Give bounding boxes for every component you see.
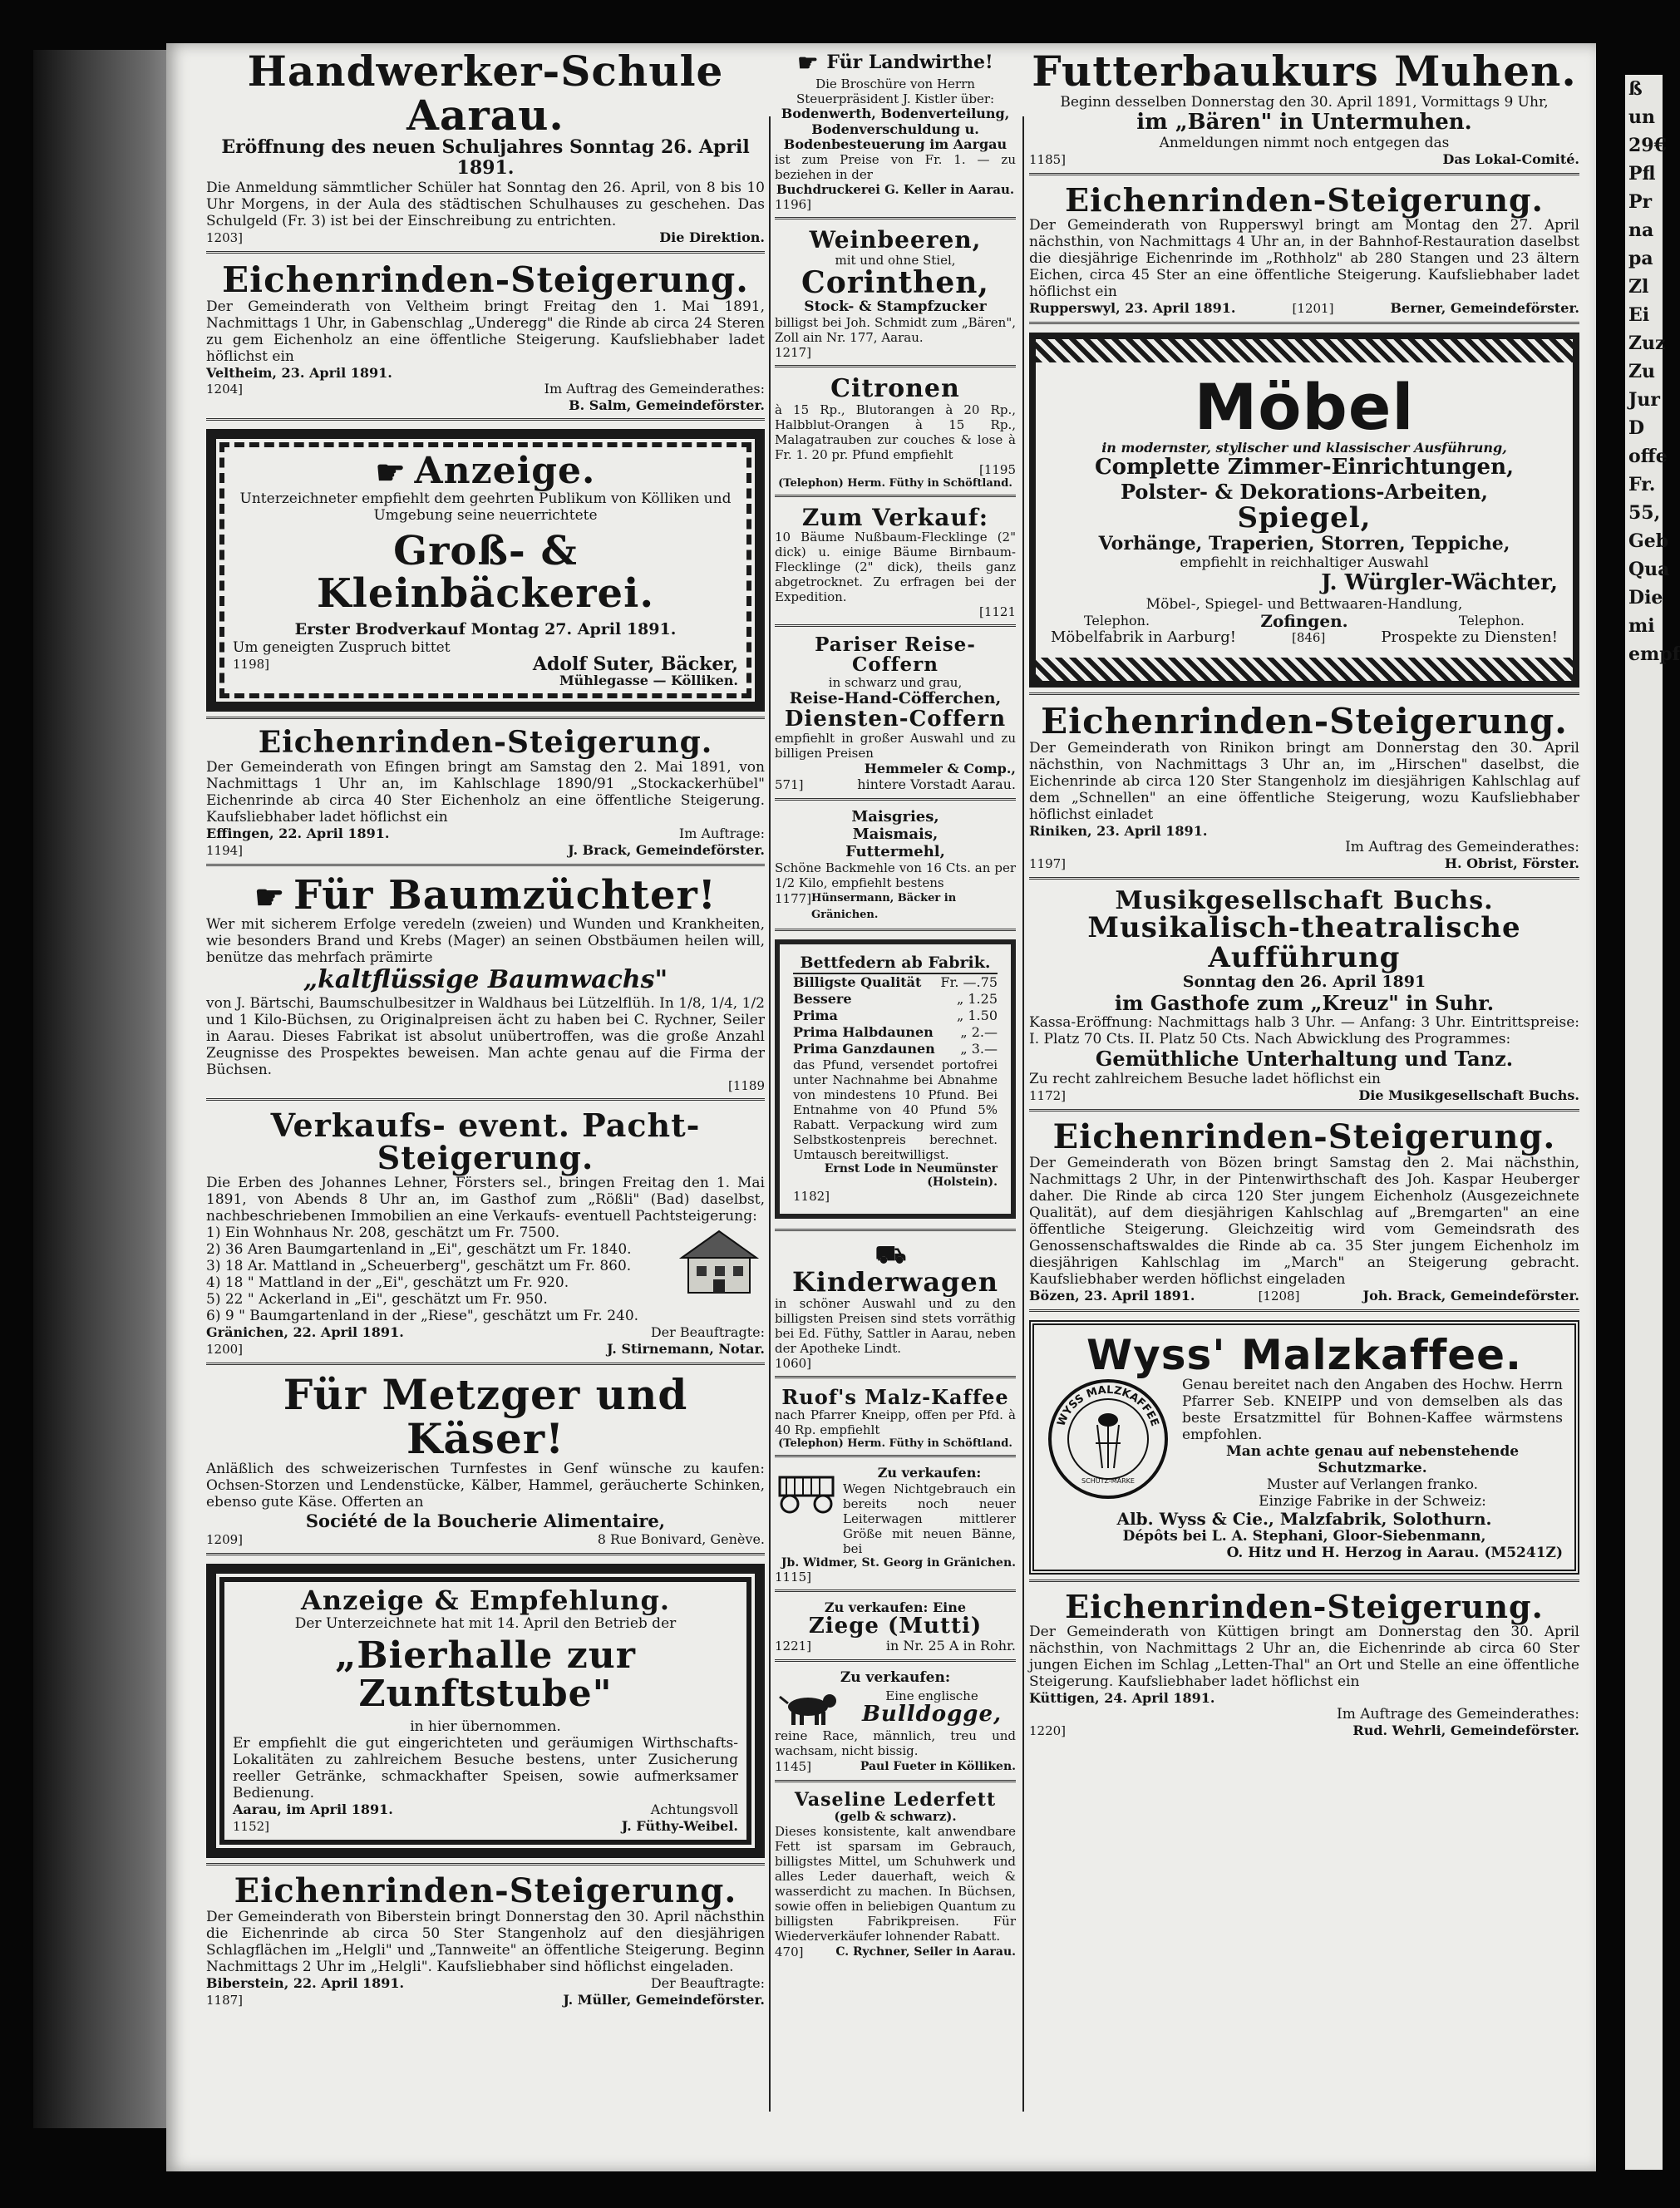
- ad-body: nach Pfarrer Kneipp, offen per Pfd. à 40 Rp. empfiehlt: [775, 1407, 1016, 1438]
- ad-item: Maisgries,: [851, 808, 939, 826]
- ad-bierhalle: [206, 1564, 765, 1865]
- ad-ref: 1196]: [775, 197, 812, 213]
- decorative-frame: [206, 1564, 765, 1858]
- ad-metzger-kaeser: [206, 1370, 765, 1555]
- strip-text: D: [1628, 417, 1645, 439]
- ad-subline: in schwarz und grau,: [828, 675, 963, 691]
- decorative-frame: [206, 429, 765, 712]
- ad-title: Eichenrinden-Steigerung.: [1065, 1588, 1544, 1626]
- ad-futterbaukurs: [1029, 47, 1579, 175]
- ad-signature: Das Lokal-Comité.: [1442, 151, 1579, 168]
- ad-request: Um geneigten Zuspruch bittet: [233, 638, 451, 656]
- pointing-hand-icon: ☛: [375, 453, 406, 493]
- strip-text: pa: [1628, 248, 1653, 269]
- ad-reise-coffern: [775, 635, 1016, 801]
- property-list: [206, 1225, 673, 1324]
- ad-headline: „Bierhalle zur Zunftstube": [335, 1634, 636, 1716]
- ad-signature: (Telephon) Herm. Füthy in Schöftland.: [778, 1437, 1012, 1451]
- table-cell: Bessere: [793, 991, 852, 1008]
- ad-body: Der Gemeinderath von Rupperswyl bringt am Montag den 27. April nächsthin, von Nachmittags 4 Uhr an, in der Bahnhof-Restauration daselbst die diesjährige Eichenrinde im „Rothholz" ab 280 Stangen und 23 ältern Eichen, circa 45 Ster an eine öffentliche Steigerung. Kaufsliebhaber ladet höflichst ein: [1029, 217, 1579, 301]
- ad-vaseline: [775, 1788, 1016, 1965]
- ad-body-2: Muster auf Verlangen franko.: [1266, 1476, 1479, 1494]
- ad-item: Maismais,: [852, 826, 939, 844]
- ad-signature: J. Brack, Gemeindeförster.: [568, 841, 765, 858]
- ad-subline: in hier übernommen.: [410, 1718, 561, 1736]
- ad-notice: Man achte genau auf nebenstehende Schutzmarke.: [1225, 1443, 1520, 1477]
- ad-title: Eichenrinden-Steigerung.: [258, 724, 713, 760]
- ad-line: Der Beauftragte:: [650, 1975, 765, 1992]
- ad-title: Kinderwagen: [791, 1265, 999, 1298]
- column-middle: [775, 50, 1016, 1974]
- dog-illustration: [775, 1687, 841, 1728]
- ad-title: Musikalisch-theatralische Aufführung: [1087, 911, 1521, 975]
- ad-eichenrinden-veltheim: [206, 259, 765, 421]
- ad-signature: Société de la Boucherie Alimentaire,: [305, 1511, 666, 1532]
- ad-body: à 15 Rp., Blutorangen à 20 Rp., Halbblut-Orangen à 15 Rp., Malagatrauben zur couches & lose à Fr. 1. 20 pr. Pfund empfiehlt: [775, 402, 1016, 462]
- ad-malz-kaffee-ruof: [775, 1387, 1016, 1457]
- ad-subline-2: Stock- & Stampfzucker: [804, 298, 987, 315]
- ad-headline: Diensten-Coffern: [784, 707, 1007, 732]
- ad-ref: 1198]: [233, 656, 270, 672]
- ad-pacht-steigerung: [206, 1106, 765, 1366]
- ad-signature: Adolf Suter, Bäcker,: [532, 653, 738, 675]
- strip-text: Zuz: [1628, 333, 1666, 354]
- ad-title: Weinbeeren,: [809, 226, 982, 254]
- table-cell: Prima Halbdaunen: [793, 1024, 934, 1041]
- ad-subheadline: Gemüthliche Unterhaltung und Tanz.: [1095, 1047, 1514, 1072]
- ad-leiterwagen: [775, 1466, 1016, 1591]
- ad-title: Eichenrinden-Steigerung.: [1065, 181, 1544, 219]
- ad-place-date: Aarau, im April 1891.: [233, 1801, 393, 1818]
- ad-signature: J. Würgler-Wächter,: [1321, 569, 1558, 595]
- ad-date-line: Erster Brodverkauf Montag 27. April 1891.: [294, 619, 677, 638]
- ad-moebel: [1029, 333, 1579, 695]
- ad-eichenrinden-boezen: [1029, 1116, 1579, 1312]
- ad-title: Verkaufs- event. Pacht-Steigerung.: [270, 1106, 701, 1177]
- ad-title: Eichenrinden-Steigerung.: [222, 259, 749, 300]
- strip-text: Ei: [1628, 304, 1650, 326]
- ad-title: Eichenrinden-Steigerung.: [1052, 1116, 1556, 1156]
- ad-signature: Hemmeler & Comp.,: [864, 761, 1016, 777]
- column-left: [206, 47, 765, 2022]
- ad-body: in schöner Auswahl und zu den billigsten Preisen sind stets vorräthig bei Ed. Füthy, Sattler in Aarau, neben der Apotheke Lindt.: [775, 1296, 1016, 1357]
- ad-signature: (Telephon) Herm. Füthy in Schöftland.: [778, 476, 1012, 490]
- table-cell: Billigste Qualität: [793, 974, 922, 991]
- ad-title: Für Baumzüchter!: [293, 871, 717, 919]
- strip-text: un: [1628, 106, 1655, 128]
- ad-zum-verkauf: [775, 505, 1016, 627]
- ad-ref: 1060]: [775, 1356, 812, 1372]
- ad-signature: Berner, Gemeindeförster.: [1390, 300, 1579, 317]
- ad-ref: 1185]: [1029, 152, 1067, 168]
- ad-baumzuechter: [206, 871, 765, 1101]
- ad-org: Musikgesellschaft Buchs.: [1115, 885, 1494, 915]
- ad-signature: Rud. Wehrli, Gemeindeförster.: [1352, 1723, 1579, 1739]
- ad-bettfedern: [775, 939, 1016, 1231]
- ad-title: Anzeige.: [414, 449, 596, 492]
- ad-body: Beginn desselben Donnerstag den 30. April 1891, Vormittags 9 Uhr,: [1060, 93, 1549, 111]
- ad-body: Die Erben des Johannes Lehner, Försters sel., bringen Freitag den 1. Mai 1891, von Abends 8 Uhr an, im Gasthof zum „Rößli" (Bad) daselbst, nachbeschriebenen Immobilien an eine Verkaufs- eventuell Pachtsteigerung:: [206, 1175, 765, 1225]
- ad-address: hintere Vorstadt Aarau.: [857, 776, 1016, 793]
- ad-signature: Die Musikgesellschaft Buchs.: [1358, 1087, 1579, 1103]
- ad-line: Complette Zimmer-Einrichtungen,: [1094, 455, 1515, 481]
- ad-title: Pariser Reise-Coffern: [815, 633, 976, 677]
- seal-text: WYSS MALZKAFFEE: [1055, 1384, 1161, 1429]
- table-row: [793, 1041, 998, 1057]
- table-row: [793, 1008, 998, 1024]
- ad-ref: 1220]: [1029, 1723, 1067, 1739]
- ad-body: Genau bereitet nach den Angaben des Hochw. Herrn Pfarrer Seb. KNEIPP und von demselben als das beste Ersatzmittel für Bohnen-Kaffee wärmstens empfohlen.: [1182, 1377, 1563, 1444]
- ad-signature: H. Obrist, Förster.: [1444, 855, 1579, 871]
- ad-body: Der Unterzeichnete hat mit 14. April den Betrieb der: [294, 1614, 677, 1632]
- ad-ref: 1194]: [206, 842, 244, 858]
- ad-kinderwagen: [775, 1240, 1016, 1378]
- strip-text: 29€: [1628, 135, 1667, 156]
- ad-item: Reise-Hand-Cöfferchen,: [789, 689, 1002, 708]
- ad-body: Die Broschüre von Herrn Steuerpräsident J. Kistler über:: [796, 76, 995, 107]
- strip-text: Fr.: [1628, 474, 1656, 495]
- ad-body-2: Er empfiehlt die gut eingerichteten und geräumigen Wirthschafts-Lokalitäten zu zahlreichem Besuche bestens, unter Zusicherung reeller Getränke, schmackhafter Speisen, sowie aufmerksamer Bedienung.: [233, 1735, 738, 1802]
- list-item: 2) 36 Aren Baumgartenland in „Ei", geschätzt um Fr. 1840.: [206, 1241, 632, 1259]
- ad-headline: Corinthen,: [801, 264, 989, 300]
- ad-ref: 1177]: [775, 891, 812, 907]
- ad-bulldogge: [775, 1670, 1016, 1782]
- ad-address: Mühlegasse — Kölliken.: [559, 672, 738, 688]
- ad-line: Der Beauftragte:: [650, 1324, 765, 1341]
- ad-backmehle: [775, 809, 1016, 931]
- column-right: [1029, 47, 1579, 1752]
- ad-ref: 1187]: [206, 1993, 244, 2008]
- ad-signature: J. Stirnemann, Notar.: [606, 1341, 765, 1358]
- table-cell: Prima Ganzdaunen: [793, 1041, 935, 1057]
- ad-weinbeeren: [775, 228, 1016, 367]
- ad-subline: in modernster, stylischer und klassischer Ausführung,: [1101, 440, 1507, 456]
- ad-body: Dieses konsistente, kalt anwendbare Fett ist sparsam im Gebrauch, billigstes Mittel, um Schuhwerk und alles Leder dauerhaft, weich & wasserdicht zu machen. In Büchsen, sowie offen in beliebigen Quantum zu billigsten Fabrikpreisen. Für Wiederverkäufer lohnender Rabatt.: [775, 1824, 1016, 1944]
- ad-item: Futtermehl,: [845, 842, 945, 860]
- ad-ref: 1197]: [1029, 855, 1067, 871]
- strip-text: Geb: [1628, 530, 1669, 552]
- table-cell: „ 1.50: [957, 1008, 998, 1024]
- ad-signature: Hünsermann, Bäcker in Gränichen.: [811, 892, 957, 922]
- list-item: 6) 9 " Baumgartenland in der „Riese", geschätzt um Fr. 240.: [206, 1308, 639, 1325]
- ornamental-border: [1036, 658, 1573, 681]
- ad-body-2: ist zum Preise von Fr. 1. — zu beziehen in der: [775, 152, 1016, 183]
- ad-headline: im „Bären" in Untermuhen.: [1136, 109, 1472, 135]
- column-rule: [769, 116, 771, 2112]
- ad-title: Zu verkaufen:: [877, 1465, 982, 1481]
- list-item: 5) 22 " Ackerland in „Ei", geschätzt um Fr. 950.: [206, 1291, 548, 1309]
- ad-signature: Die Direktion.: [659, 229, 765, 245]
- ad-signature: Joh. Brack, Gemeindeförster.: [1362, 1287, 1579, 1304]
- ad-signature: B. Salm, Gemeindeförster.: [569, 397, 765, 413]
- strip-text: ß: [1628, 78, 1643, 100]
- ad-citronen: [775, 376, 1016, 497]
- bordered-box: [775, 939, 1016, 1219]
- ad-line: Vorhänge, Traperien, Storren, Teppiche,: [1098, 532, 1510, 554]
- ad-ref: 1203]: [206, 229, 244, 245]
- ad-line: Im Auftrage des Gemeinderathes:: [1337, 1706, 1579, 1723]
- ad-title: Zum Verkauf:: [801, 503, 989, 531]
- ad-address: 8 Rue Bonivard, Genève.: [597, 1531, 765, 1548]
- ad-eichenrinden-kuettigen: [1029, 1590, 1579, 1744]
- ad-body-2: von J. Bärtschi, Baumschulbesitzer in Waldhaus bei Lützelflüh. In 1/8, 1/4, 1/2 und 1 Kilo-Büchsen, zu Originalpreisen ächt zu haben bei C. Rychner, Seiler in Aarau. Dieses Fabrikat ist absolut unübertroffen, was die große Anzahl Zeugnisse des Prospektes beweisen. Man achte genau auf die Firma der Büchsen.: [206, 994, 765, 1078]
- ad-body: Anläßlich des schweizerischen Turnfestes in Genf wünsche zu kaufen: Ochsen-Storzen und Lendenstücke, Kälber, Hammel, geräucherte Schinken, ebenso gute Käse. Offerten an: [206, 1461, 765, 1511]
- table-cell: „ 1.25: [957, 991, 998, 1008]
- ad-signature: Jb. Widmer, St. Georg in Gränichen.: [781, 1555, 1016, 1570]
- ad-place-date: Veltheim, 23. April 1891.: [206, 364, 392, 381]
- ad-body: Der Gemeinderath von Veltheim bringt Freitag den 1. Mai 1891, Nachmittags 1 Uhr, in Gabenschlag „Underegg" die Rinde ab circa 24 Steren zu gem Eichenholz an eine öffentliche Steigerung. Kaufsliebhaber ladet höflichst ein: [206, 298, 765, 365]
- list-item: 3) 18 Ar. Mattland in „Scheuerberg", geschätzt um Fr. 860.: [206, 1258, 632, 1275]
- ad-place-date: Riniken, 23. April 1891.: [1029, 822, 1208, 839]
- ad-title: Bettfedern ab Fabrik.: [793, 954, 998, 974]
- ad-signature: J. Füthy-Weibel.: [621, 1818, 738, 1835]
- ad-baeckerei: [206, 429, 765, 719]
- ad-body: Kassa-Eröffnung: Nachmittags halb 3 Uhr. — Anfang: 3 Uhr. Eintrittspreise: I. Platz 70 Cts. II. Platz 50 Cts. Nach Abwicklung des Programmes:: [1029, 1014, 1579, 1048]
- ad-headline: Bulldogge,: [861, 1702, 1003, 1727]
- strip-text: mi: [1628, 615, 1655, 637]
- ad-body: Der Gemeinderath von Efingen bringt am Samstag den 2. Mai 1891, von Nachmittags 1 Uhr an, im Kahlschlage 1890/91 „Stockackerhübel" Eichenrinde ab circa 40 Ster Eichenholz an eine öffentliche Steigerung. Kaufsliebhaber ladet höflichst ein: [206, 758, 765, 826]
- ad-ref: 1182]: [793, 1189, 830, 1205]
- ad-headline: „kaltflüssige Baumwachs": [303, 965, 668, 994]
- ad-line: Achtungsvoll: [650, 1801, 738, 1818]
- ad-town: Zofingen.: [1260, 610, 1348, 631]
- ad-ref: 1172]: [1029, 1087, 1067, 1103]
- ad-telephon: Telephon.: [1458, 612, 1525, 628]
- ad-ref: 1209]: [206, 1532, 244, 1548]
- ad-eichenrinden-riniken: [1029, 700, 1579, 880]
- ad-line: Im Auftrag des Gemeinderathes:: [544, 380, 765, 397]
- ad-ref: 1217]: [775, 345, 812, 361]
- ad-ziege: [775, 1600, 1016, 1663]
- strip-text: offe: [1628, 446, 1668, 467]
- ad-place-date: Rupperswyl, 23. April 1891.: [1029, 300, 1236, 317]
- ad-headline: Ziege (Mutti): [808, 1614, 983, 1639]
- ad-body: Unterzeichneter empfiehlt dem geehrten Publikum von Kölliken und Umgebung seine neuerrichtete: [239, 490, 732, 525]
- ad-ref: [1121: [978, 604, 1016, 619]
- ad-body: das Pfund, versendet portofrei unter Nachnahme bei Abnahme von mindestens 10 Pfund. Bei Entnahme von 40 Pfund 5% Rabatt. Verpackung wird zum Selbstkostenpreis berechnet. Umtausch bereitwilligst.: [793, 1057, 998, 1163]
- list-item: 4) 18 " Mattland in der „Ei", geschätzt um Fr. 920.: [206, 1274, 569, 1292]
- ad-body: Der Gemeinderath von Biberstein bringt Donnerstag den 30. April nächsthin die Eichenrinde ab circa 50 Ster Stangenholz auf den diesjährigen Schlagflächen im „Helgli" und „Tannweite" an öffentliche Steigerung. Beginn Nachmittags 2 Uhr im „Helgli". Kaufsliebhaber sind höflichst eingeladen.: [206, 1909, 765, 1976]
- ad-body: empfiehlt in großer Auswahl und zu billigen Preisen: [775, 731, 1016, 761]
- ad-line: empfiehlt in reichhaltiger Auswahl: [1180, 554, 1429, 571]
- ad-body: Der Gemeinderath von Küttigen bringt am Donnerstag den 30. April nächsthin, von Nachmittags 2 Uhr an, die Eichenrinde ab circa 60 Ster jungen Eichen im Schlag „Letten-Thal" an Ort und Stelle an eine öffentliche Steigerung. Kaufsliebhaber ladet höflichst ein: [1029, 1624, 1579, 1691]
- ad-title: Handwerker-Schule Aarau.: [247, 47, 724, 140]
- ad-ref: 1145]: [775, 1758, 812, 1774]
- ad-body: Schöne Backmehle von 16 Cts. an per 1/2 Kilo, empfiehlt bestens: [775, 860, 1016, 891]
- ad-body: Der Gemeinderath von Bözen bringt Samstag den 2. Mai nächsthin, Nachmittags 2 Uhr, in der Pintenwirthschaft des Joh. Kaspar Heuberger daher. Die Rinde ab circa 120 Ster jungem Eichenholz (Ausgezeichnete Qualität), auf dem diesjährigen Kahlschlag auf „Bremgarten" an eine öffentliche Steigerung. Gleichzeitig wird vom Gemeindsrath des Genossenschaftswaldes die Rinde ab ca. 35 Ster jungem Eichenholz im diesjährigen Kahlschlag im „March" an Steigerung gebracht. Kaufsliebhaber werden höflichst eingeladen: [1029, 1154, 1579, 1288]
- ad-title: Eichenrinden-Steigerung.: [234, 1871, 737, 1911]
- ad-line: Polster- & Dekorations-Arbeiten,: [1120, 480, 1489, 505]
- book-binding: [33, 50, 175, 2128]
- ad-factory: Möbelfabrik in Aarburg!: [1051, 628, 1236, 646]
- ad-signature: Buchdruckerei G. Keller in Aarau.: [776, 182, 1015, 198]
- decorative-frame: [1029, 333, 1579, 688]
- ad-depots-2: O. Hitz und H. Herzog in Aarau. (M5241Z): [1226, 1544, 1563, 1561]
- ad-telephon: Telephon.: [1084, 612, 1150, 628]
- ad-body-3: Einzige Fabrike in der Schweiz:: [1259, 1493, 1486, 1511]
- ad-title: Zu verkaufen:: [840, 1669, 951, 1687]
- ad-ref: [846]: [1291, 629, 1326, 645]
- price-table: [793, 974, 998, 1057]
- ad-place-date: Küttigen, 24. April 1891.: [1029, 1690, 1215, 1707]
- strip-text: Pfl: [1628, 163, 1656, 185]
- ad-title: Citronen: [830, 374, 960, 404]
- strip-text: Jur: [1628, 389, 1660, 411]
- strip-text: Pr: [1628, 191, 1653, 213]
- strip-text: Qua: [1628, 559, 1670, 580]
- ad-title: Für Landwirthe!: [826, 52, 993, 74]
- ad-date-line: Sonntag den 26. April 1891: [1182, 972, 1426, 991]
- ad-headline: im Gasthofe zum „Kreuz" in Suhr.: [1114, 990, 1495, 1015]
- ad-body: 10 Bäume Nußbaum-Flecklinge (2" dick) u. einige Bäume Birnbaum-Flecklinge (2" dick), theils ganz abgetrocknet. Zu erfragen bei der Expedition.: [775, 529, 1016, 604]
- ad-place-date: Biberstein, 22. April 1891.: [206, 1975, 405, 1992]
- ad-body-2: Zu recht zahlreichem Besuche ladet höflichst ein: [1029, 1070, 1381, 1087]
- ad-ref: 1152]: [233, 1819, 270, 1835]
- table-cell: Prima: [793, 1008, 838, 1024]
- ad-body: Die Anmeldung sämmtlicher Schüler hat Sonntag den 26. April, von 8 bis 10 Uhr Morgens, in der Aula des städtischen Schulhauses zu geschehen. Das Schulgeld (Fr. 3) ist bei der Einschreibung zu entrichten.: [206, 179, 765, 229]
- strip-text: 55,: [1628, 502, 1661, 524]
- ad-signature: Ernst Lode in Neumünster (Holstein).: [824, 1162, 998, 1190]
- strip-text: Zl: [1628, 276, 1649, 298]
- ad-line: Möbel-, Spiegel- und Bettwaaren-Handlung,: [1145, 595, 1463, 613]
- ad-ref: 1221]: [775, 1639, 812, 1654]
- ad-title: Wyss' Malzkaffee.: [1086, 1330, 1523, 1379]
- ad-depots: Dépôts bei L. A. Stephani, Gloor-Siebenmann,: [1122, 1528, 1486, 1545]
- strip-text: empf: [1628, 643, 1680, 665]
- ad-ref: 1200]: [206, 1342, 244, 1358]
- ad-title: Futterbaukurs Muhen.: [1032, 47, 1577, 96]
- ad-place-date: Effingen, 22. April 1891.: [206, 825, 390, 841]
- ad-line: Im Auftrage:: [678, 825, 765, 841]
- bordered-box: [1029, 1320, 1579, 1575]
- ad-eichenrinden-biberstein: [206, 1871, 765, 2013]
- list-item: 1) Ein Wohnhaus Nr. 208, geschätzt um Fr. 7500.: [206, 1225, 560, 1242]
- ad-place-date: Bözen, 23. April 1891.: [1029, 1287, 1195, 1304]
- ad-body: billigst bei Joh. Schmidt zum „Bären", Zoll ain Nr. 177, Aarau.: [775, 315, 1016, 346]
- ad-body: Wegen Nichtgebrauch ein bereits noch neuer Leiterwagen mittlerer Größe mit neuen Bänne, bei: [843, 1481, 1016, 1556]
- ad-wyss-malzkaffee: [1029, 1320, 1579, 1583]
- ad-body: in Nr. 25 A in Rohr.: [885, 1638, 1016, 1654]
- wagon-illustration: [775, 1466, 838, 1516]
- ad-landwirthe: [775, 50, 1016, 219]
- ad-headline: Spiegel,: [1237, 500, 1372, 535]
- ornamental-border: [1036, 339, 1573, 362]
- ad-ref: 571]: [775, 777, 804, 793]
- ad-subtitle: Eröffnung des neuen Schuljahres Sonntag 26. April 1891.: [221, 136, 750, 180]
- ad-ref: 470]: [775, 1944, 804, 1960]
- ad-body: Wer mit sicherem Erfolge veredeln (zweien) und Wunden und Krankheiten, wie besonders Brand und Krebs (Mager) an seinen Obstbäumen heilen will, benütze das mehrfach prämirte: [206, 916, 765, 966]
- pointing-hand-icon: ☛: [797, 49, 819, 76]
- ad-place-date: Gränichen, 22. April 1891.: [206, 1324, 404, 1341]
- table-row: [793, 991, 998, 1008]
- ad-headline: Groß- & Kleinbäckerei.: [316, 528, 655, 617]
- strip-text: Zu: [1628, 361, 1656, 382]
- ad-eichenrinden-rupperswyl: [1029, 181, 1579, 324]
- adjacent-page-strip: [1625, 75, 1680, 2170]
- ad-handwerker-schule: [206, 47, 765, 254]
- ad-ref: [1201]: [1292, 301, 1334, 317]
- ad-title: Ruof's Malz-Kaffee: [781, 1385, 1009, 1410]
- strip-text: Die: [1628, 587, 1663, 609]
- table-row: [793, 974, 998, 991]
- table-cell: „ 2.—: [960, 1024, 998, 1041]
- ad-subline: Eine englische: [885, 1688, 978, 1704]
- table-cell: „ 3.—: [960, 1041, 998, 1057]
- ad-ref: [1208]: [1258, 1288, 1300, 1304]
- pram-icon: ⛟: [874, 1240, 908, 1270]
- ad-title: Für Metzger und Käser!: [283, 1370, 688, 1463]
- ad-body: reine Race, männlich, treu und wachsam, nicht bissig.: [775, 1727, 1016, 1758]
- ad-ref: 1115]: [775, 1569, 812, 1585]
- trademark-seal: [1046, 1377, 1170, 1501]
- ad-ref: [1189: [727, 1077, 765, 1093]
- ad-headline: Bodenwerth, Bodenverteilung, Bodenverschuldung u. Bodenbesteuerung im Aargau: [781, 106, 1010, 152]
- pointing-hand-icon: ☛: [254, 878, 285, 918]
- ad-signature: Paul Fueter in Kölliken.: [860, 1759, 1016, 1773]
- strip-text: na: [1628, 219, 1654, 241]
- ad-body-2: Anmeldungen nimmt noch entgegen das: [1159, 135, 1450, 152]
- ad-title: Anzeige & Empfehlung.: [301, 1585, 670, 1617]
- table-row: [793, 1024, 998, 1041]
- ad-title: Möbel: [1194, 370, 1415, 445]
- table-cell: Fr. —.75: [940, 974, 998, 991]
- ad-ref: [1195: [978, 461, 1016, 477]
- ad-line: Im Auftrag des Gemeinderathes:: [1345, 838, 1579, 855]
- house-illustration: [673, 1225, 765, 1299]
- ad-title: Eichenrinden-Steigerung.: [1041, 700, 1568, 742]
- ad-title: Zu verkaufen: Eine: [824, 1599, 967, 1615]
- column-rule: [1022, 116, 1024, 2112]
- ad-eichenrinden-effingen: [206, 724, 765, 866]
- ad-subline: mit und ohne Stiel,: [835, 252, 956, 268]
- ad-body: Der Gemeinderath von Rinikon bringt am Donnerstag den 30. April nächsthin, von Nachmittags 3 Uhr an, im „Hirschen" daselbst, die Eichenrinde ab circa 120 Ster Stangenholz im diesjährigen Kahlschlag auf dem „Schnellen" an eine öffentliche Steigerung, wozu Kaufsliebhaber höflichst einladet: [1029, 739, 1579, 823]
- ad-signature: J. Müller, Gemeindeförster.: [563, 1992, 765, 2008]
- ad-ref: 1204]: [206, 381, 244, 397]
- ad-title: Vaseline Lederfett: [794, 1788, 997, 1811]
- ad-prospekt: Prospekte zu Diensten!: [1381, 628, 1558, 646]
- ad-subline: (gelb & schwarz).: [834, 1809, 957, 1825]
- ad-signature: C. Rychner, Seiler in Aarau.: [835, 1945, 1016, 1959]
- ad-musikgesellschaft: [1029, 885, 1579, 1111]
- seal-label: SCHUTZ-MARKE: [1081, 1477, 1135, 1486]
- ad-signature: Alb. Wyss & Cie., Malzfabrik, Solothurn.: [1116, 1509, 1492, 1530]
